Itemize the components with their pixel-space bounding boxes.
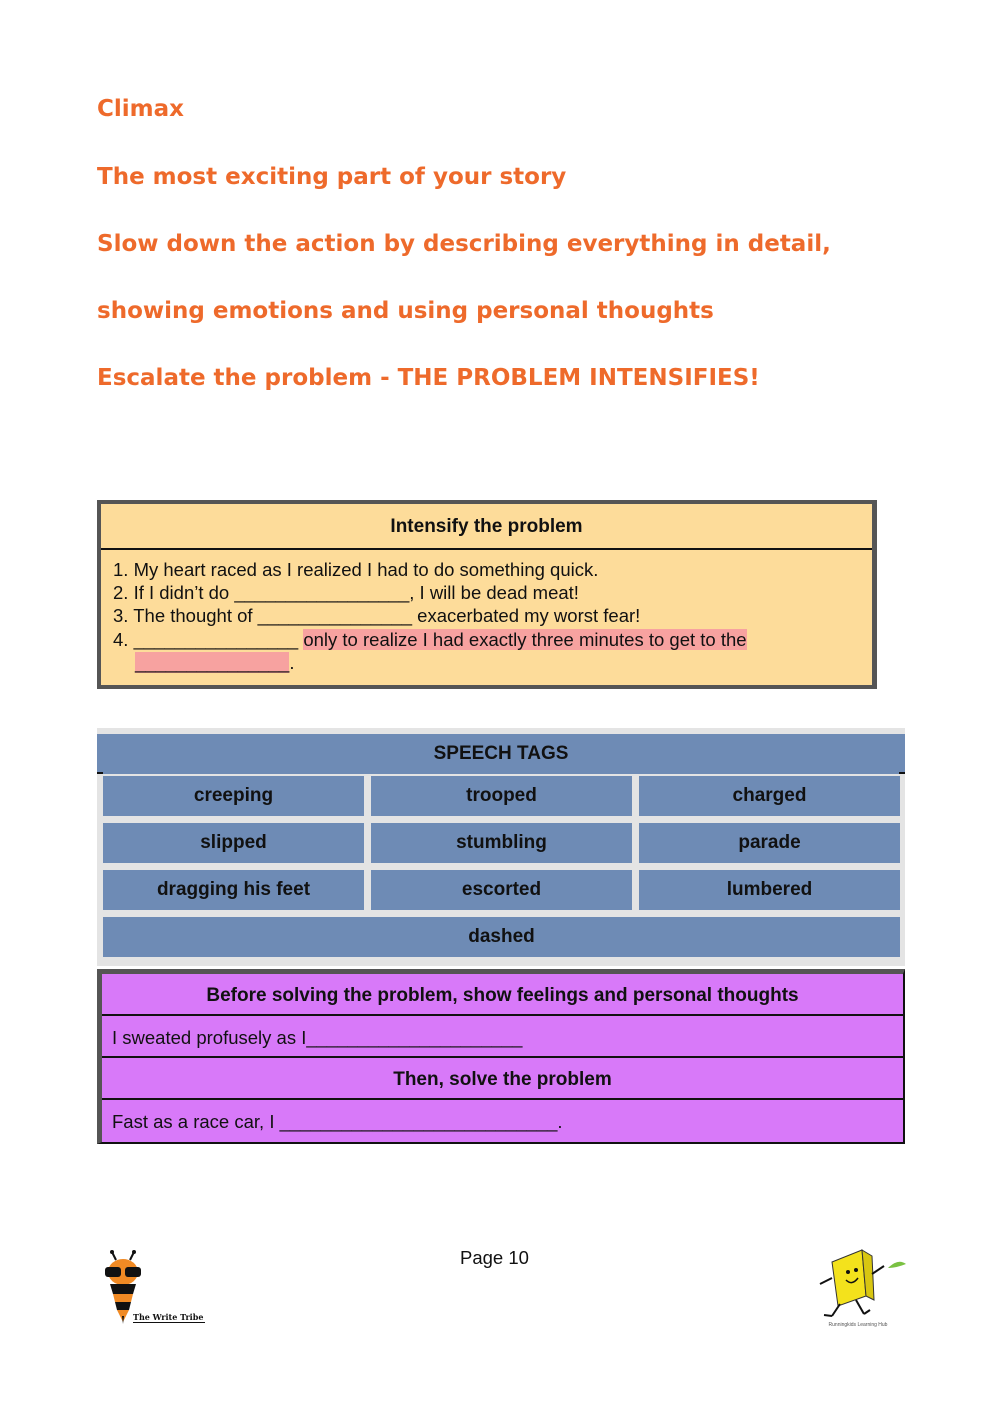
- heading-slow-down: Slow down the action by describing everything in detail,: [97, 231, 831, 257]
- feelings-line[interactable]: I sweated profusely as I_____________________: [102, 1016, 903, 1058]
- intensify-item-4: [113, 628, 860, 651]
- tag-trooped: trooped: [371, 776, 632, 816]
- item-4-end-blank: _______________: [135, 651, 290, 673]
- intensify-title: Intensify the problem: [101, 504, 872, 550]
- feelings-box: [97, 969, 905, 1144]
- heading-exciting-part: The most exciting part of your story: [97, 164, 567, 190]
- tag-creeping: creeping: [103, 776, 364, 816]
- tag-escorted: escorted: [371, 870, 632, 910]
- speech-tags-grid: [103, 776, 899, 957]
- tag-charged: charged: [639, 776, 900, 816]
- solve-line[interactable]: Fast as a race car, I ___________________________.: [112, 1111, 563, 1132]
- tag-parade: parade: [639, 823, 900, 863]
- tag-slipped: slipped: [103, 823, 364, 863]
- item-4-highlight: only to realize I had exactly three minutes to get to the: [303, 628, 747, 650]
- tag-lumbered: lumbered: [639, 870, 900, 910]
- book-logo-label: Runningkids Learning Hub: [828, 1322, 888, 1328]
- intensify-item-2: 2. If I didn’t do _________________, I will be dead meat!: [113, 582, 579, 604]
- intensify-item-1: 1. My heart raced as I realized I had to do something quick.: [113, 559, 599, 580]
- intensify-item-3: 3. The thought of _______________ exacerbated my worst fear!: [113, 605, 641, 627]
- tag-dashed: dashed: [103, 917, 900, 957]
- intensify-list: [101, 550, 872, 674]
- speech-tags-title: [97, 734, 905, 774]
- bee-logo-label: The Write Tribe: [133, 1312, 204, 1322]
- heading-emotions: showing emotions and using personal thoughts: [97, 298, 714, 324]
- bee-logo-underline: [133, 1322, 205, 1323]
- heading-escalate: Escalate the problem - THE PROBLEM INTENSIFIES!: [97, 365, 760, 391]
- item-4-end-punct: .: [289, 651, 295, 673]
- item-4-start: 4. ________________: [113, 628, 304, 650]
- intensify-box: [97, 500, 877, 689]
- running-book-logo-icon: [810, 1244, 910, 1324]
- solve-heading: Then, solve the problem: [102, 1058, 903, 1100]
- intensify-item-4-cont: [113, 651, 860, 674]
- speech-tags-box: [97, 728, 905, 966]
- page-number: Page 10: [460, 1247, 529, 1268]
- feelings-heading: Before solving the problem, show feelings and personal thoughts: [102, 974, 903, 1016]
- tag-dragging-his-feet: dragging his feet: [103, 870, 364, 910]
- speech-tags-title-text: SPEECH TAGS: [103, 734, 899, 774]
- heading-climax: Climax: [97, 96, 184, 122]
- tag-stumbling: stumbling: [371, 823, 632, 863]
